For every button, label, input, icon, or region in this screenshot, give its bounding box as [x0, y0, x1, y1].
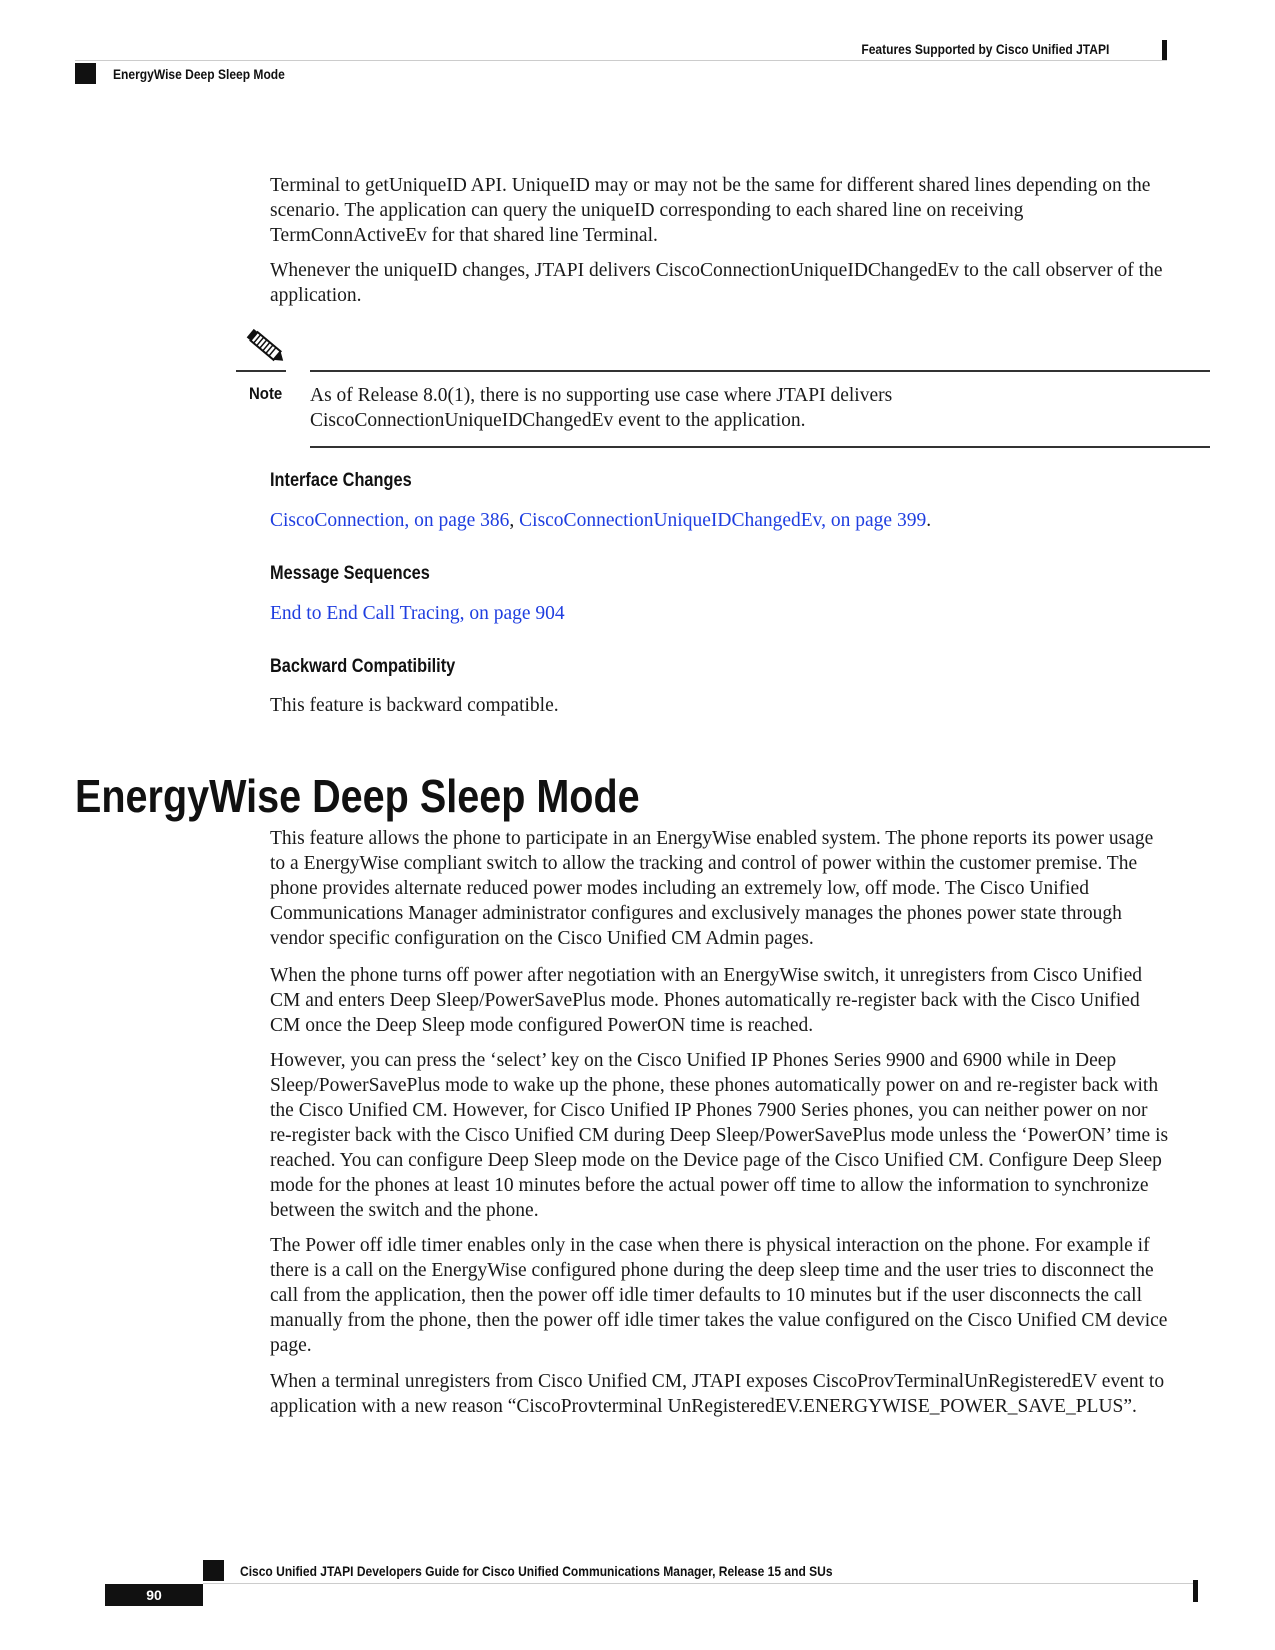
note-icon-underline	[236, 370, 286, 372]
page-number: 90	[105, 1584, 203, 1606]
link-cisco-connection[interactable]: CiscoConnection, on page 386	[270, 510, 510, 531]
running-header-section: EnergyWise Deep Sleep Mode	[113, 66, 285, 82]
header-bar-marker	[1162, 40, 1167, 60]
intro-paragraph-2: Whenever the uniqueID changes, JTAPI delivers CiscoConnectionUniqueIDChangedEv to the call observer of the application.	[270, 260, 1163, 306]
footer-guide-title: Cisco Unified JTAPI Developers Guide for Cisco Unified Communications Manager, Release 15 and SUs	[240, 1563, 833, 1579]
section-title: EnergyWise Deep Sleep Mode	[75, 770, 640, 822]
backward-compatibility-text: This feature is backward compatible.	[270, 695, 559, 716]
backward-compatibility-heading: Backward Compatibility	[270, 656, 456, 677]
link-cisco-connection-uniqueid-changed-ev[interactable]: CiscoConnectionUniqueIDChangedEv, on page 399	[519, 510, 927, 531]
message-sequences-heading: Message Sequences	[270, 563, 430, 584]
header-square-marker	[75, 63, 96, 84]
link-end-to-end-call-tracing[interactable]: End to End Call Tracing, on page 904	[270, 603, 565, 624]
section-paragraph-2: When the phone turns off power after negotiation with an EnergyWise switch, it unregisters from Cisco Unified CM and enters Deep Sleep/PowerSavePlus mode. Phones automatically re-register back with the Cisco Unified CM once the Deep Sleep mode configured PowerON time is reached.	[270, 965, 1142, 1036]
section-paragraph-4: The Power off idle timer enables only in the case when there is physical interaction on the phone. For example if there is a call on the EnergyWise configured phone during the deep sleep time and the user tries to disconnect the call from the application, then the power off idle timer defaults to 10 minutes but if the user disconnects the call manually from the phone, then the power off idle timer takes the value configured on the Cisco Unified CM device page.	[270, 1235, 1168, 1356]
message-sequences-links	[270, 601, 565, 626]
footer-square-marker	[203, 1560, 224, 1581]
interface-changes-links	[270, 508, 931, 533]
link-separator: ,	[509, 510, 520, 531]
header-divider	[75, 60, 1167, 61]
links-trailing-period: .	[926, 510, 932, 531]
section-paragraph-3: However, you can press the ‘select’ key on the Cisco Unified IP Phones Series 9900 and 6900 while in Deep Sleep/PowerSavePlus mode to wake up the phone, these phones automatically power on and re-register back with the Cisco Unified CM. However, for Cisco Unified IP Phones 7900 Series phones, you can neither power on nor re-register back with the Cisco Unified CM during Deep Sleep/PowerSavePlus mode unless the ‘PowerON’ time is reached. You can configure Deep Sleep mode on the Device page of the Cisco Unified CM. Configure Deep Sleep mode for the phones at least 10 minutes before the actual power off time to allow the information to synchronize between the switch and the phone.	[270, 1050, 1169, 1221]
note-top-rule	[310, 370, 1210, 372]
interface-changes-heading: Interface Changes	[270, 470, 412, 491]
running-header-chapter: Features Supported by Cisco Unified JTAPI	[861, 41, 1109, 57]
footer-bar-marker	[1193, 1580, 1198, 1602]
intro-paragraph-1: Terminal to getUniqueID API. UniqueID may or may not be the same for different shared lines depending on the scenario. The application can query the uniqueID corresponding to each shared line on receiving TermConnActiveEv for that shared line Terminal.	[270, 175, 1151, 246]
footer-divider	[203, 1583, 1198, 1584]
note-label: Note	[249, 384, 283, 403]
note-bottom-rule	[310, 446, 1210, 448]
section-paragraph-1: This feature allows the phone to participate in an EnergyWise enabled system. The phone reports its power usage to a EnergyWise compliant switch to allow the tracking and control of power within the customer premise. The phone provides alternate reduced power modes including an extremely low, off mode. The Cisco Unified Communications Manager administrator configures and exclusively manages the phones power state through vendor specific configuration on the Cisco Unified CM Admin pages.	[270, 828, 1154, 949]
section-paragraph-5: When a terminal unregisters from Cisco Unified CM, JTAPI exposes CiscoProvTerminalUnRegisteredEV event to application with a new reason “CiscoProvterminal UnRegisteredEV.ENERGYWISE_POWER_SAVE_PLUS”.	[270, 1371, 1165, 1417]
pencil-icon	[244, 327, 288, 367]
note-text: As of Release 8.0(1), there is no supporting use case where JTAPI delivers CiscoConnectionUniqueIDChangedEv event to the application.	[310, 385, 893, 431]
